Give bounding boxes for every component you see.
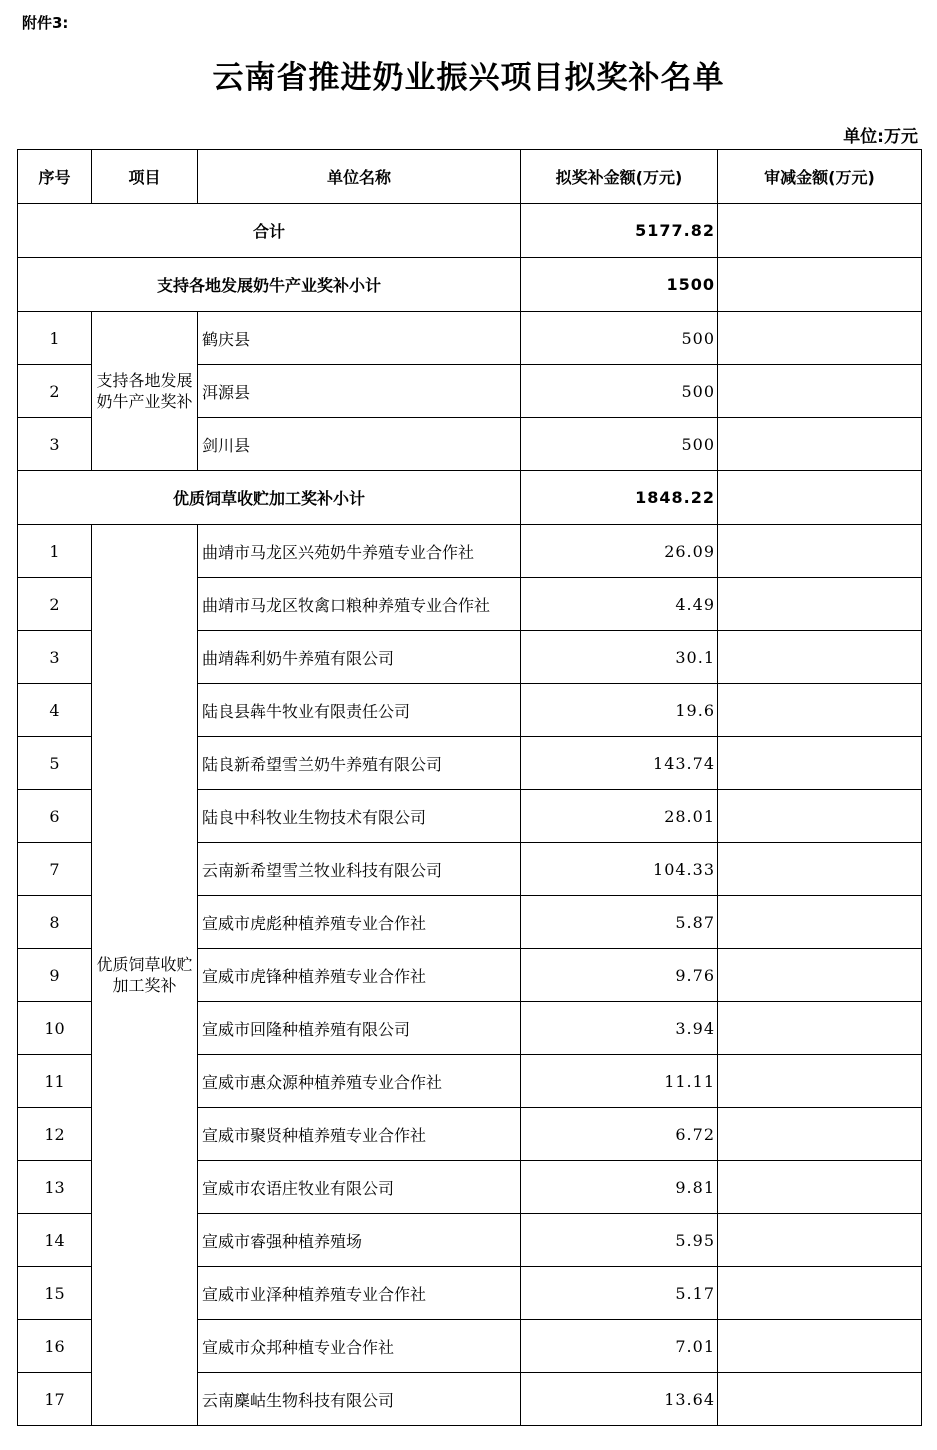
row-seq: 12 (18, 1108, 92, 1161)
row-seq: 9 (18, 949, 92, 1002)
row-reduction (718, 1267, 922, 1320)
row-reduction (718, 1214, 922, 1267)
row-seq: 14 (18, 1214, 92, 1267)
section1-rows (18, 312, 922, 471)
row-amount: 9.76 (521, 949, 718, 1002)
row-unit-name: 宣威市农语庄牧业有限公司 (198, 1161, 521, 1214)
award-table (17, 149, 922, 1426)
section1-subtotal-label: 支持各地发展奶牛产业奖补小计 (18, 258, 521, 312)
row-reduction (718, 312, 922, 365)
section2-project-cell: 优质饲草收贮加工奖补 (92, 525, 198, 1426)
row-amount: 104.33 (521, 843, 718, 896)
row-reduction (718, 949, 922, 1002)
total-label: 合计 (18, 204, 521, 258)
row-seq: 7 (18, 843, 92, 896)
row-unit-name: 宣威市惠众源种植养殖专业合作社 (198, 1055, 521, 1108)
row-unit-name: 陆良县犇牛牧业有限责任公司 (198, 684, 521, 737)
row-seq: 2 (18, 578, 92, 631)
row-seq: 1 (18, 312, 92, 365)
total-reduction (718, 204, 922, 258)
row-unit-name: 宣威市虎彪种植养殖专业合作社 (198, 896, 521, 949)
total-row (18, 204, 922, 258)
row-unit-name: 曲靖市马龙区牧禽口粮种养殖专业合作社 (198, 578, 521, 631)
row-unit-name: 宣威市聚贤种植养殖专业合作社 (198, 1108, 521, 1161)
row-amount: 30.1 (521, 631, 718, 684)
row-reduction (718, 1108, 922, 1161)
row-unit-name: 洱源县 (198, 365, 521, 418)
row-amount: 4.49 (521, 578, 718, 631)
row-reduction (718, 684, 922, 737)
header-reduction: 审减金额(万元) (718, 150, 922, 204)
table-row (18, 312, 922, 365)
row-unit-name: 宣威市回隆种植养殖有限公司 (198, 1002, 521, 1055)
row-seq: 11 (18, 1055, 92, 1108)
table-row (18, 525, 922, 578)
row-amount: 5.87 (521, 896, 718, 949)
row-reduction (718, 578, 922, 631)
attachment-label: 附件3: (22, 14, 69, 32)
row-seq: 10 (18, 1002, 92, 1055)
row-reduction (718, 896, 922, 949)
row-amount: 9.81 (521, 1161, 718, 1214)
row-amount: 500 (521, 312, 718, 365)
section1-subtotal-amount: 1500 (521, 258, 718, 312)
section2-subtotal-label: 优质饲草收贮加工奖补小计 (18, 471, 521, 525)
row-unit-name: 曲靖犇利奶牛养殖有限公司 (198, 631, 521, 684)
row-unit-name: 云南麇岵生物科技有限公司 (198, 1373, 521, 1426)
row-unit-name: 陆良中科牧业生物技术有限公司 (198, 790, 521, 843)
section2-subtotal-row (18, 471, 922, 525)
row-amount: 5.95 (521, 1214, 718, 1267)
section1-subtotal-row (18, 258, 922, 312)
row-reduction (718, 1161, 922, 1214)
row-seq: 16 (18, 1320, 92, 1373)
row-amount: 26.09 (521, 525, 718, 578)
row-reduction (718, 790, 922, 843)
row-unit-name: 曲靖市马龙区兴苑奶牛养殖专业合作社 (198, 525, 521, 578)
row-unit-name: 宣威市众邦种植专业合作社 (198, 1320, 521, 1373)
row-amount: 143.74 (521, 737, 718, 790)
row-amount: 500 (521, 418, 718, 471)
row-reduction (718, 843, 922, 896)
row-amount: 19.6 (521, 684, 718, 737)
row-reduction (718, 1055, 922, 1108)
row-unit-name: 宣威市睿强种植养殖场 (198, 1214, 521, 1267)
row-reduction (718, 1320, 922, 1373)
section2-rows (18, 525, 922, 1426)
unit-note: 单位:万元 (843, 127, 918, 147)
row-seq: 3 (18, 418, 92, 471)
row-seq: 4 (18, 684, 92, 737)
row-reduction (718, 418, 922, 471)
row-seq: 17 (18, 1373, 92, 1426)
header-unit-name: 单位名称 (198, 150, 521, 204)
row-seq: 2 (18, 365, 92, 418)
row-amount: 500 (521, 365, 718, 418)
row-amount: 11.11 (521, 1055, 718, 1108)
row-amount: 13.64 (521, 1373, 718, 1426)
row-unit-name: 鹤庆县 (198, 312, 521, 365)
row-reduction (718, 365, 922, 418)
row-reduction (718, 1002, 922, 1055)
section2-subtotal-amount: 1848.22 (521, 471, 718, 525)
header-seq: 序号 (18, 150, 92, 204)
row-amount: 3.94 (521, 1002, 718, 1055)
row-reduction (718, 525, 922, 578)
row-unit-name: 陆良新希望雪兰奶牛养殖有限公司 (198, 737, 521, 790)
row-unit-name: 宣威市业泽种植养殖专业合作社 (198, 1267, 521, 1320)
total-amount: 5177.82 (521, 204, 718, 258)
row-reduction (718, 737, 922, 790)
row-unit-name: 宣威市虎锋种植养殖专业合作社 (198, 949, 521, 1002)
row-seq: 15 (18, 1267, 92, 1320)
table-header-row (18, 150, 922, 204)
row-seq: 6 (18, 790, 92, 843)
row-reduction (718, 631, 922, 684)
row-amount: 5.17 (521, 1267, 718, 1320)
row-seq: 8 (18, 896, 92, 949)
row-amount: 28.01 (521, 790, 718, 843)
row-reduction (718, 1373, 922, 1426)
header-project: 项目 (92, 150, 198, 204)
row-seq: 13 (18, 1161, 92, 1214)
section2-subtotal-reduction (718, 471, 922, 525)
row-amount: 6.72 (521, 1108, 718, 1161)
section1-subtotal-reduction (718, 258, 922, 312)
header-amount: 拟奖补金额(万元) (521, 150, 718, 204)
row-seq: 1 (18, 525, 92, 578)
row-seq: 3 (18, 631, 92, 684)
row-amount: 7.01 (521, 1320, 718, 1373)
row-unit-name: 云南新希望雪兰牧业科技有限公司 (198, 843, 521, 896)
row-unit-name: 剑川县 (198, 418, 521, 471)
section1-project-cell: 支持各地发展奶牛产业奖补 (92, 312, 198, 471)
row-seq: 5 (18, 737, 92, 790)
document-title: 云南省推进奶业振兴项目拟奖补名单 (212, 60, 725, 96)
